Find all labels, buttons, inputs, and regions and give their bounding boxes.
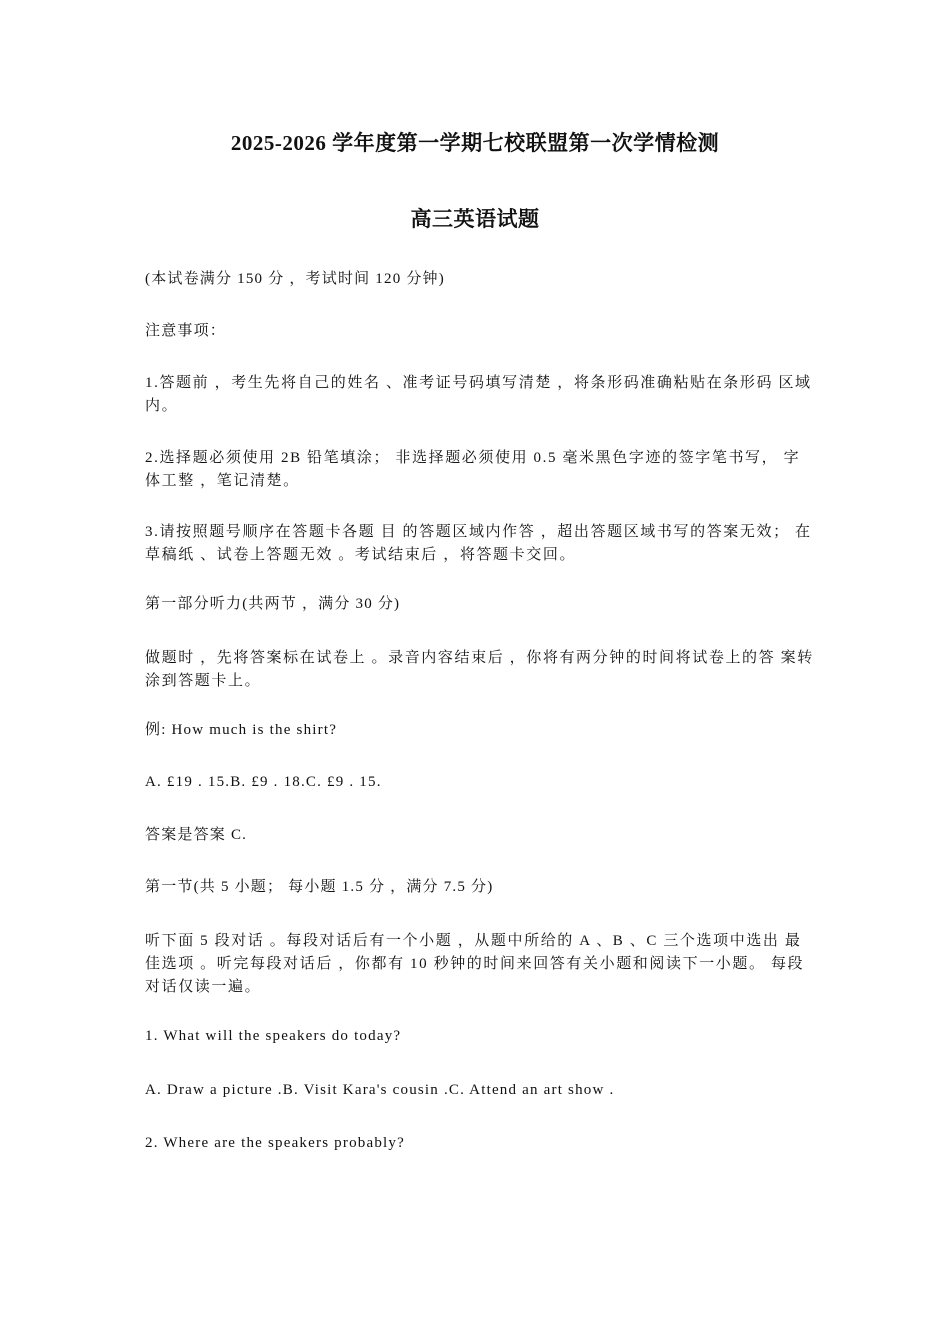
question-1: 1. What will the speakers do today? <box>145 1028 402 1044</box>
notice-heading: 注意事项： <box>145 323 227 339</box>
exam-subtitle: 高三英语试题 <box>410 207 540 231</box>
question-1-options: A. Draw a picture .B. Visit Kara's cousin .C. Attend an art show . <box>145 1082 615 1098</box>
example-answer: 答案是答案 C. <box>145 827 248 843</box>
example-question: 例: How much is the shirt? <box>145 722 338 738</box>
exam-title: 2025-2026 学年度第一学期七校联盟第一次学情检测 <box>230 131 720 155</box>
section-1-heading: 第一节(共 5 小题； 每小题 1.5 分 ，满分 7.5 分) <box>145 879 494 895</box>
notice-item-3: 3.请按照题号顺序在答题卡各题 目 的答题区域内作答 ，超出答题区域书写的答案无效； 在草稿纸 、试卷上答题无效 。考试结束后 ，将答题卡交回。 <box>145 524 812 563</box>
section-1-instructions: 听下面 5 段对话 。每段对话后有一个小题 ，从题中所给的 A 、B 、C 三个选项中选出 最佳选项 。听完每段对话后 ，你都有 10 秒钟的时间来回答有关小题和阅读下一小题。 每段对话仅读一遍。 <box>145 933 805 995</box>
section-heading-listening: 第一部分听力(共两节 ，满分 30 分) <box>145 596 401 612</box>
example-options: A. £19 . 15.B. £9 . 18.C. £9 . 15. <box>145 774 382 790</box>
question-2: 2. Where are the speakers probably? <box>145 1135 405 1151</box>
listening-instructions: 做题时 ，先将答案标在试卷上 。录音内容结束后 ，你将有两分钟的时间将试卷上的答 案转涂到答题卡上。 <box>145 650 814 689</box>
exam-info: (本试卷满分 150 分 ，考试时间 120 分钟) <box>145 271 445 287</box>
notice-item-2: 2.选择题必须使用 2B 铅笔填涂； 非选择题必须使用 0.5 毫米黑色字迹的签字笔书写， 字体工整 ，笔记清楚。 <box>145 450 801 489</box>
notice-item-1: 1.答题前 ，考生先将自己的姓名 、准考证号码填写清楚 ，将条形码准确粘贴在条形码 区域内。 <box>145 375 812 414</box>
